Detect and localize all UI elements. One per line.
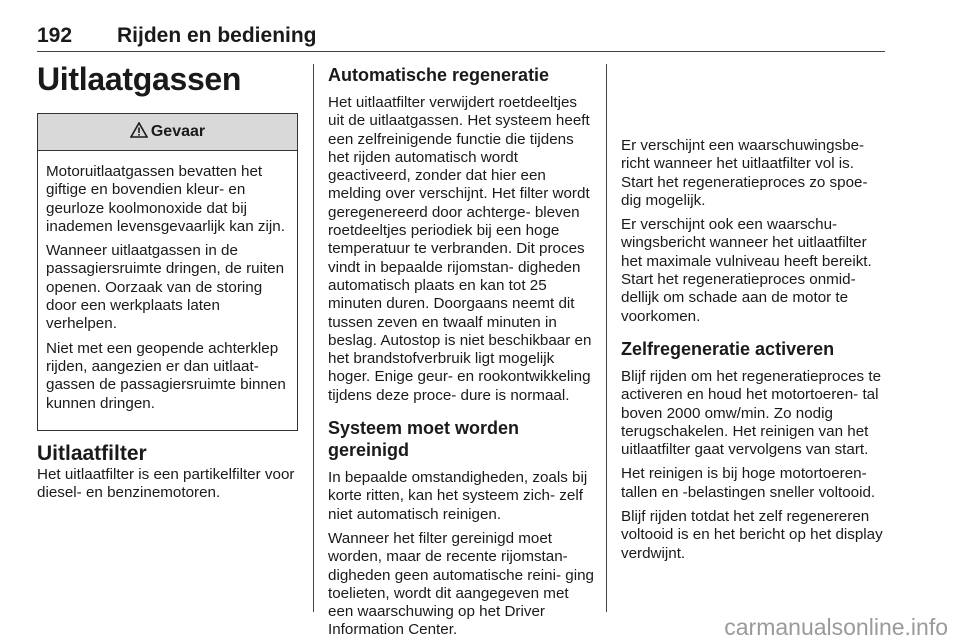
- warning-body: [38, 151, 297, 413]
- auto-regen-text: Het uitlaatfilter verwijdert roetdeeltjes uit de uitlaatgassen. Het systeem heeft een zelfreinigende functie die tijdens het rijden automatisch wordt geactiveerd, zonder dat hier een melding over verschijnt. Het filter wordt geregenereerd door achterge- bleven roetdeeltjes periodiek bij een hoge temperatuur te verbranden. Dit proces vindt in bepaalde rijomstan- digheden automatisch plaats en kan tot 25 minuten duren. Doorgaans neemt dit tussen zeven en twaalf minuten in beslag. Autostop is niet beschikbaar en het brandstofverbruik ligt mogelijk hoger. Enige geur- en rookontwikkeling tijdens deze proce- dure is normaal.: [328, 94, 592, 404]
- column-right: [621, 64, 889, 569]
- column-middle: [328, 64, 596, 640]
- self-regen-heading: Zelfregeneratie activeren: [621, 338, 835, 359]
- warning-header: [38, 114, 297, 151]
- uitlaatfilter-section: [37, 442, 299, 509]
- uitlaatfilter-text: Het uitlaatfilter is een partikelfilter voor diesel- en benzinemotoren.: [37, 466, 295, 502]
- self-regen-paragraph: Het reinigen is bij hoge motortoeren- tallen en -belastingen sneller voltooid.: [621, 465, 876, 501]
- watermark: carmanualsonline.info: [724, 614, 948, 640]
- clean-needed-paragraph: In bepaalde omstandigheden, zoals bij korte ritten, kan het systeem zich- zelf niet automatisch reinigen.: [328, 469, 588, 523]
- page-header: [37, 24, 885, 52]
- warning-paragraph: Motoruitlaatgassen bevatten het giftige en bovendien kleur- en geurloze koolmonoxide dat bij inademen levensgevaarlijk kan zijn.: [46, 163, 285, 235]
- clean-needed-paragraph: Er verschijnt een waarschuwingsbe- richt wanneer het uitlaatfilter vol is. Start het regeneratieproces zo spoe- dig mogelijk.: [621, 137, 868, 209]
- self-regen-paragraph: Blijf rijden om het regeneratieproces te activeren en houd het motortoeren- tal boven 2000 omw/min. Zo nodig terugschakelen. Het reinigen van het uitlaatfilter gaat vervolgens van start.: [621, 367, 882, 459]
- clean-needed-paragraph: Wanneer het filter gereinigd moet worden, maar de recente rijomstan- digheden geen automatische reini- ging toelieten, wordt dit aangegeven met een waarschuwing op het Driver Information Center.: [328, 529, 594, 639]
- warning-box: [37, 113, 298, 431]
- page-number: 192: [37, 24, 73, 47]
- self-regen-paragraph: Blijf rijden totdat het zelf regenereren voltooid is en het bericht op het display verdwijnt.: [621, 508, 883, 562]
- section-title: Uitlaatgassen: [37, 61, 242, 97]
- warning-triangle-icon: [130, 122, 148, 143]
- header-rule: [37, 51, 885, 52]
- warning-title: Gevaar: [150, 123, 206, 140]
- clean-needed-paragraph: Er verschijnt ook een waarschu- wingsbericht wanneer het uitlaatfilter het maximale vulniveau heeft bereikt. Start het regeneratieproces onmid- dellijk om schade aan de motor te voorkomen.: [621, 216, 872, 325]
- column-divider: [313, 64, 314, 612]
- warning-paragraph: Wanneer uitlaatgassen in de passagiersruimte dringen, de ruiten openen. Oorzaak van de storing door een werkplaats laten verhelpen.: [46, 242, 285, 333]
- uitlaatfilter-heading: Uitlaatfilter: [37, 442, 147, 465]
- auto-regen-heading: Automatische regeneratie: [328, 65, 550, 85]
- running-title: Rijden en bediening: [117, 24, 317, 47]
- warning-paragraph: Niet met een geopende achterklep rijden, aangezien er dan uitlaat- gassen de passagiersruimte binnen kunnen dringen.: [46, 339, 286, 412]
- clean-needed-heading: Systeem moet worden gereinigd: [328, 418, 520, 461]
- column-divider: [606, 64, 607, 612]
